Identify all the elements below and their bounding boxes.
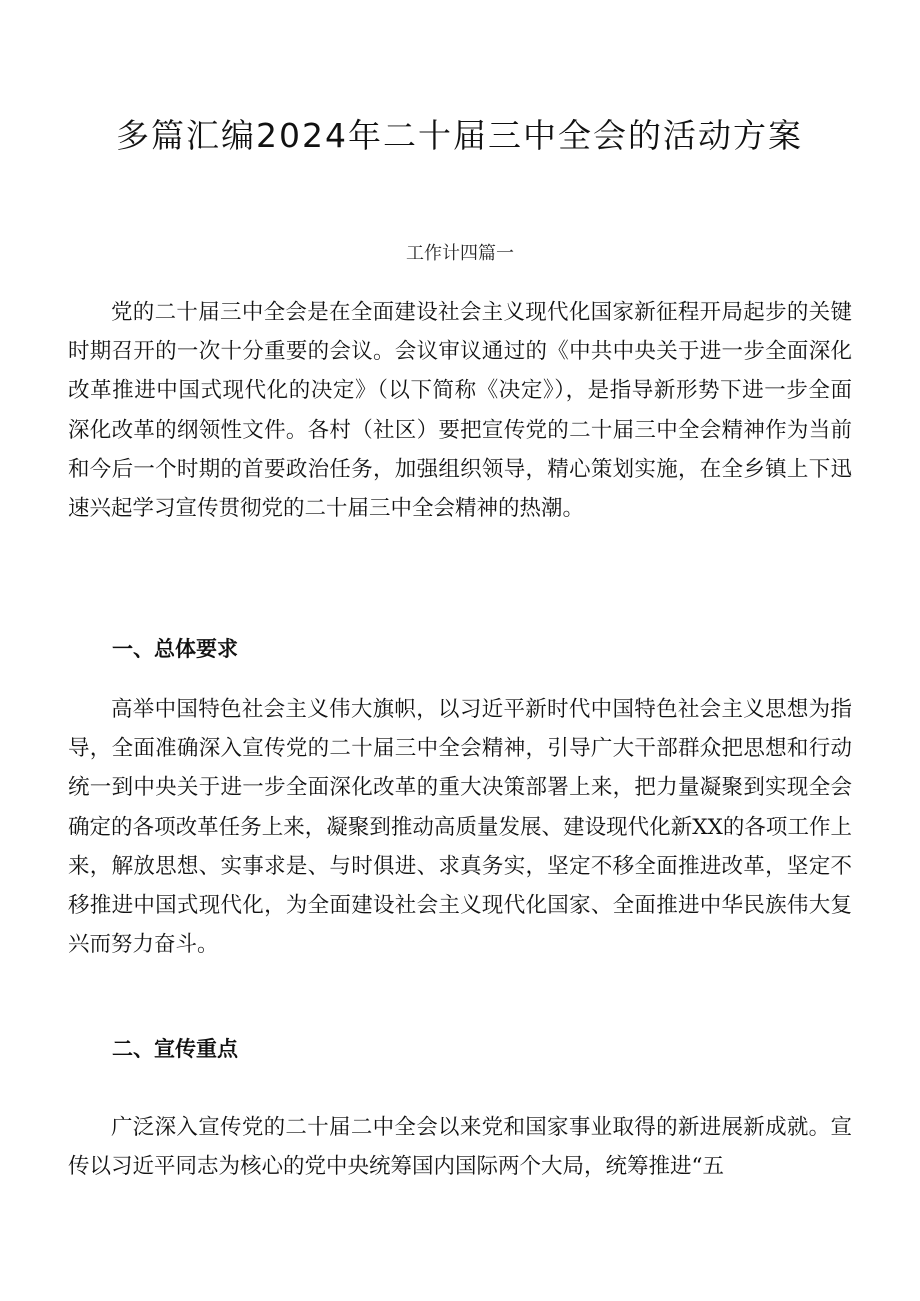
document-title: 多篇汇编2024年二十届三中全会的活动方案: [116, 116, 803, 155]
section-body-publicity-focus: 广泛深入宣传党的二十届二中全会以来党和国家事业取得的新进展新成就。宣传以习近平同志为核心的党中央统筹国内国际两个大局，统筹推进“五: [68, 1115, 852, 1180]
intro-paragraph: 党的二十届三中全会是在全面建设社会主义现代化国家新征程开局起步的关键时期召开的一次十分重要的会议。会议审议通过的《中共中央关于进一步全面深化改革推进中国式现代化的决定》（以下简称《决定》），是指导新形势下进一步全面深化改革的纲领性文件。各村（社区）要把宣传党的二十届三中全会精神作为当前和今后一个时期的首要政治任务，加强组织领导，精心策划实施，在全乡镇上下迅速兴起学习宣传贯彻党的二十届三中全会精神的热潮。: [68, 300, 852, 522]
document-subtitle: 工作计四篇一: [406, 243, 514, 264]
section-heading-overall-requirements: 一、总体要求: [112, 637, 238, 661]
section-heading-publicity-focus: 二、宣传重点: [112, 1037, 238, 1061]
section-body-overall-requirements: 高举中国特色社会主义伟大旗帜，以习近平新时代中国特色社会主义思想为指导，全面准确深入宣传党的二十届三中全会精神，引导广大干部群众把思想和行动统一到中央关于进一步全面深化改革的重大决策部署上来，把力量凝聚到实现全会确定的各项改革任务上来，凝聚到推动高质量发展、建设现代化新XX的各项工作上来，解放思想、实事求是、与时俱进、求真务实，坚定不移全面推进改革，坚定不移推进中国式现代化，为全面建设社会主义现代化国家、全面推进中华民族伟大复兴而努力奋斗。: [68, 697, 852, 958]
